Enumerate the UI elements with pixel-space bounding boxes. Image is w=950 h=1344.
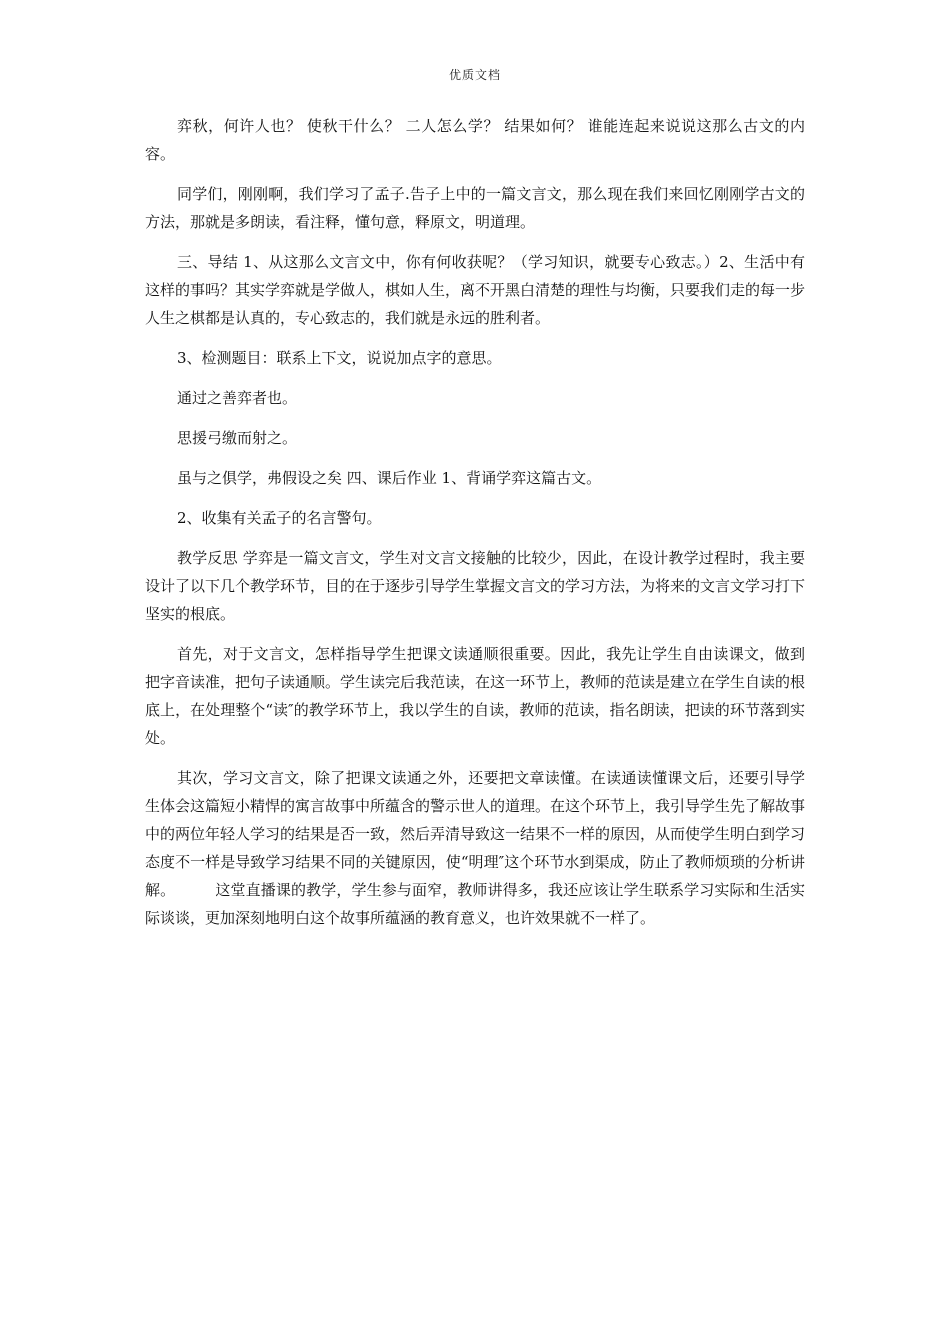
document-body (145, 112, 805, 944)
paragraph-2: 同学们，刚刚啊，我们学习了孟子.告子上中的一篇文言文，那么现在我们来回忆刚刚学古文的方法，那就是多朗读，看注释，懂句意，释原文，明道理。 (145, 185, 805, 231)
paragraph-11 (145, 764, 805, 932)
paragraph-1: 弈秋，何许人也？ 使秋干什么？ 二人怎么学？ 结果如何？ 谁能连起来说说这那么古文的内容。 (145, 117, 805, 163)
paragraph-6: 思援弓缴而射之。 (177, 429, 298, 447)
paragraph-7: 虽与之俱学，弗假设之矣 四、课后作业 1、背诵学弈这篇古文。 (177, 469, 602, 487)
paragraph-3: 三、导结 1、从这那么文言文中，你有何收获呢？（学习知识，就要专心致志。）2、生活中有这样的事吗？其实学弈就是学做人，棋如人生，离不开黑白清楚的理性与均衡，只要我们走的每一步人生之棋都是认真的，专心致志的，我们就是永远的胜利者。 (145, 253, 806, 327)
paragraph-9: 教学反思 学弈是一篇文言文，学生对文言文接触的比较少，因此，在设计教学过程时，我主要设计了以下几个教学环节，目的在于逐步引导学生掌握文言文的学习方法，为将来的文言文学习打下坚实的根底。 (145, 549, 806, 623)
paragraph-10: 首先，对于文言文，怎样指导学生把课文读通顺很重要。因此，我先让学生自由读课文，做到把字音读准，把句子读通顺。学生读完后我范读，在这一环节上，教师的范读是建立在学生自读的根底上，在处理整个“读″的教学环节上，我以学生的自读，教师的范读，指名朗读，把读的环节落到实处。 (145, 645, 806, 747)
paragraph-11-part-1: 其次，学习文言文，除了把课文读通之外，还要把文章读懂。在读通读懂课文后，还要引导学生体会这篇短小精悍的寓言故事中所蕴含的警示世人的道理。在这个环节上，我引导学生先了解故事中的两位年轻人学习的结果是否一致，然后弄清导致这一结果不一样的原因，从而使学生明白到学习态度不一样是导致学习结果不同的关键原因，使“明理″这个环节水到渠成，防止了教师烦琐的分析讲解。 (145, 769, 806, 899)
page-header-title: 优质文档 (448, 68, 501, 82)
paragraph-5: 通过之善弈者也。 (177, 389, 298, 407)
paragraph-11-part-2: 这堂直播课的教学，学生参与面窄，教师讲得多，我还应该让学生联系学习实际和生活实际谈谈，更加深刻地明白这个故事所蕴涵的教育意义，也许效果就不一样了。 (145, 881, 805, 927)
paragraph-4: 3、检测题目：联系上下文，说说加点字的意思。 (177, 349, 502, 367)
paragraph-8: 2、收集有关孟子的名言警句。 (177, 509, 382, 527)
